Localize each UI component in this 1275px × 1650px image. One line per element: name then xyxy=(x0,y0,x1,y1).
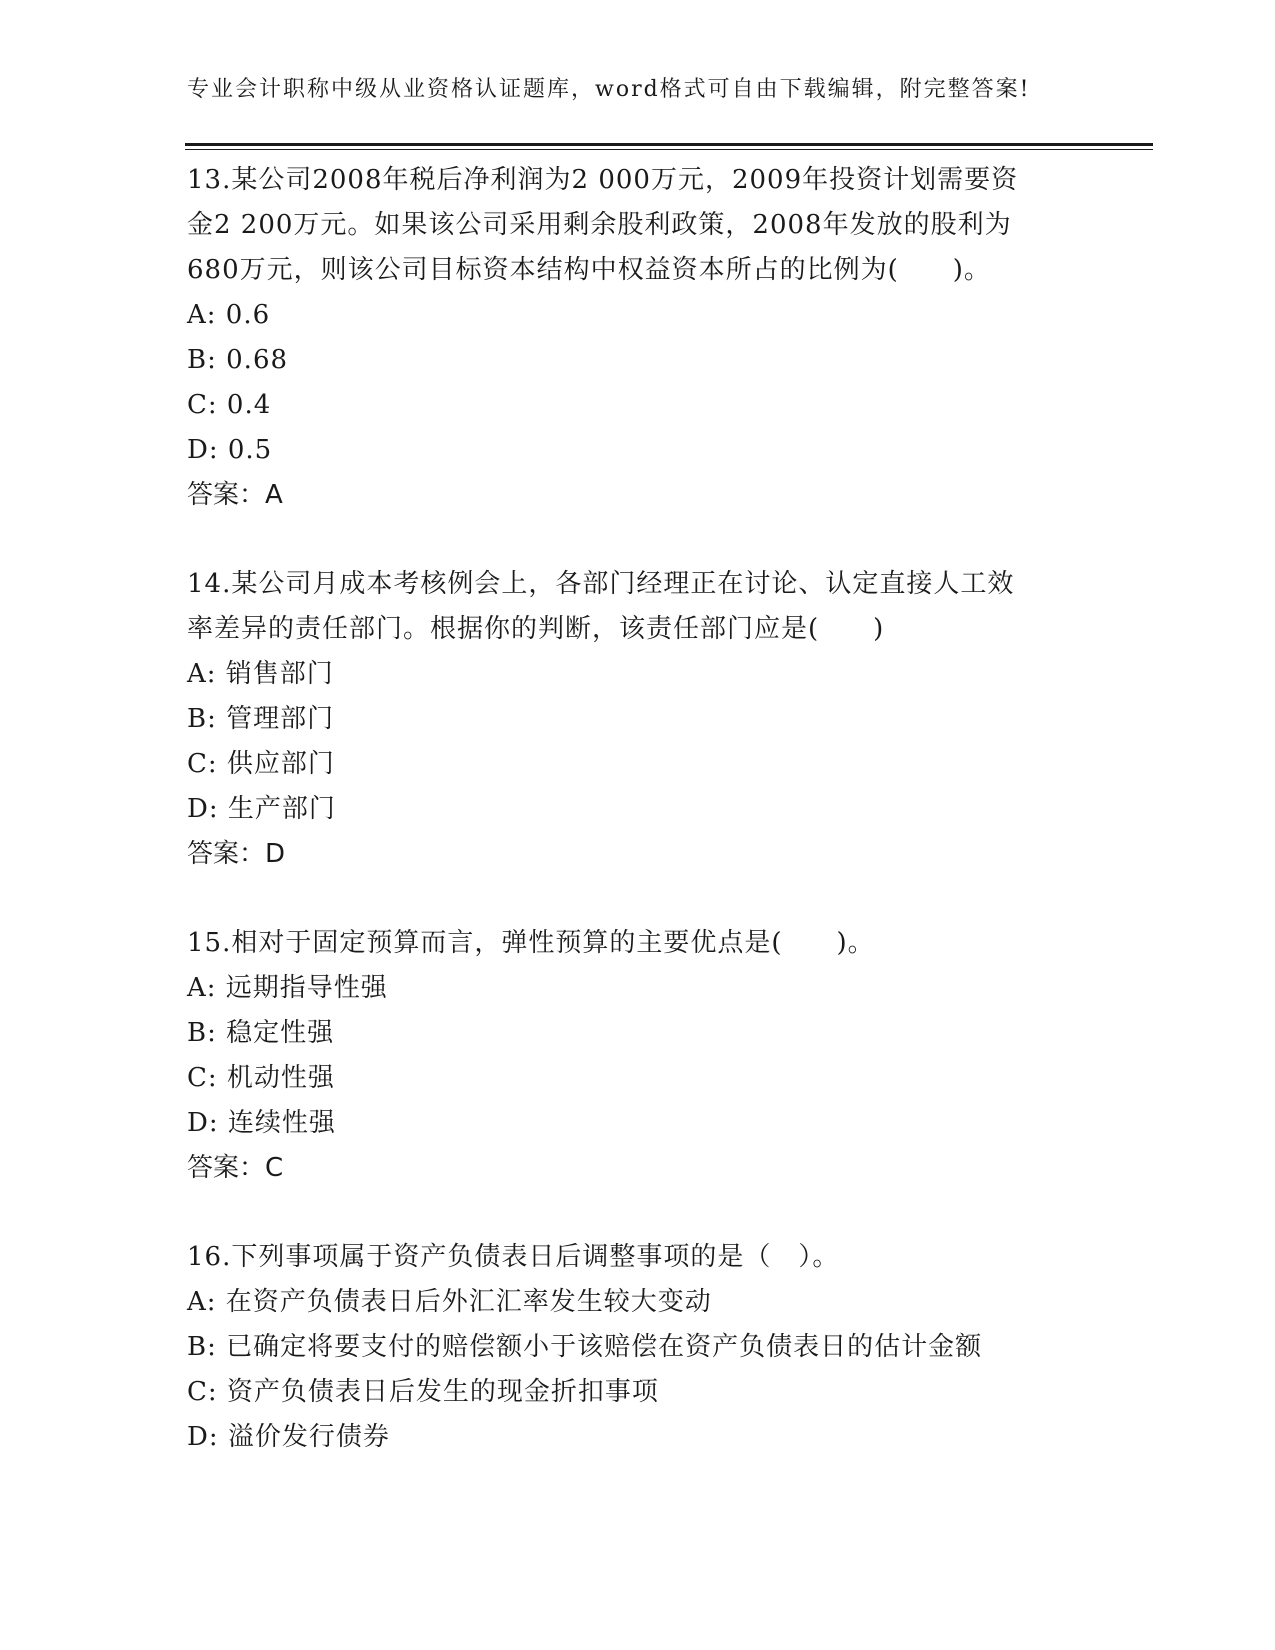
question-text-line: 14.某公司月成本考核例会上，各部门经理正在讨论、认定直接人工效 xyxy=(187,569,1015,599)
option-a: A: 0.6 xyxy=(187,300,271,330)
option-b: B: 0.68 xyxy=(187,345,289,375)
option-a: A: 在资产负债表日后外汇汇率发生较大变动 xyxy=(187,1287,712,1317)
option-d: D: 生产部门 xyxy=(187,794,336,824)
option-d: D: 溢价发行债券 xyxy=(187,1422,390,1452)
spacer xyxy=(187,518,1107,562)
option-c: C: 供应部门 xyxy=(187,749,335,779)
question-16 xyxy=(187,1235,1107,1460)
option-c: C: 资产负债表日后发生的现金折扣事项 xyxy=(187,1377,659,1407)
spacer xyxy=(187,877,1107,921)
answer: 答案：D xyxy=(187,839,286,869)
page-header: 专业会计职称中级从业资格认证题库，word格式可自由下载编辑，附完整答案! xyxy=(187,77,1031,102)
question-13 xyxy=(187,158,1107,518)
spacer xyxy=(187,1191,1107,1235)
option-c: C: 机动性强 xyxy=(187,1063,335,1093)
answer: 答案：C xyxy=(187,1153,284,1183)
header-rule-thin xyxy=(185,149,1153,150)
option-b: B: 管理部门 xyxy=(187,704,335,734)
question-text-line: 16.下列事项属于资产负债表日后调整事项的是（ ）。 xyxy=(187,1242,840,1272)
question-15 xyxy=(187,921,1107,1191)
question-text-line: 13.某公司2008年税后净利润为2 000万元，2009年投资计划需要资 xyxy=(187,165,1019,195)
option-d: D: 0.5 xyxy=(187,435,273,465)
answer: 答案：A xyxy=(187,480,283,510)
option-b: B: 已确定将要支付的赔偿额小于该赔偿在资产负债表日的估计金额 xyxy=(187,1332,983,1362)
option-a: A: 销售部门 xyxy=(187,659,334,689)
option-a: A: 远期指导性强 xyxy=(187,973,388,1003)
question-text-line: 金2 200万元。如果该公司采用剩余股利政策，2008年发放的股利为 xyxy=(187,210,1012,240)
option-b: B: 稳定性强 xyxy=(187,1018,335,1048)
option-d: D: 连续性强 xyxy=(187,1108,336,1138)
question-text-line: 率差异的责任部门。根据你的判断，该责任部门应是( ) xyxy=(187,614,885,644)
option-c: C: 0.4 xyxy=(187,390,272,420)
header-rule-thick xyxy=(185,143,1153,146)
question-text-line: 15.相对于固定预算而言，弹性预算的主要优点是( )。 xyxy=(187,928,875,958)
question-list xyxy=(187,158,1107,1460)
question-14 xyxy=(187,562,1107,877)
question-text-line: 680万元，则该公司目标资本结构中权益资本所占的比例为( )。 xyxy=(187,255,991,285)
